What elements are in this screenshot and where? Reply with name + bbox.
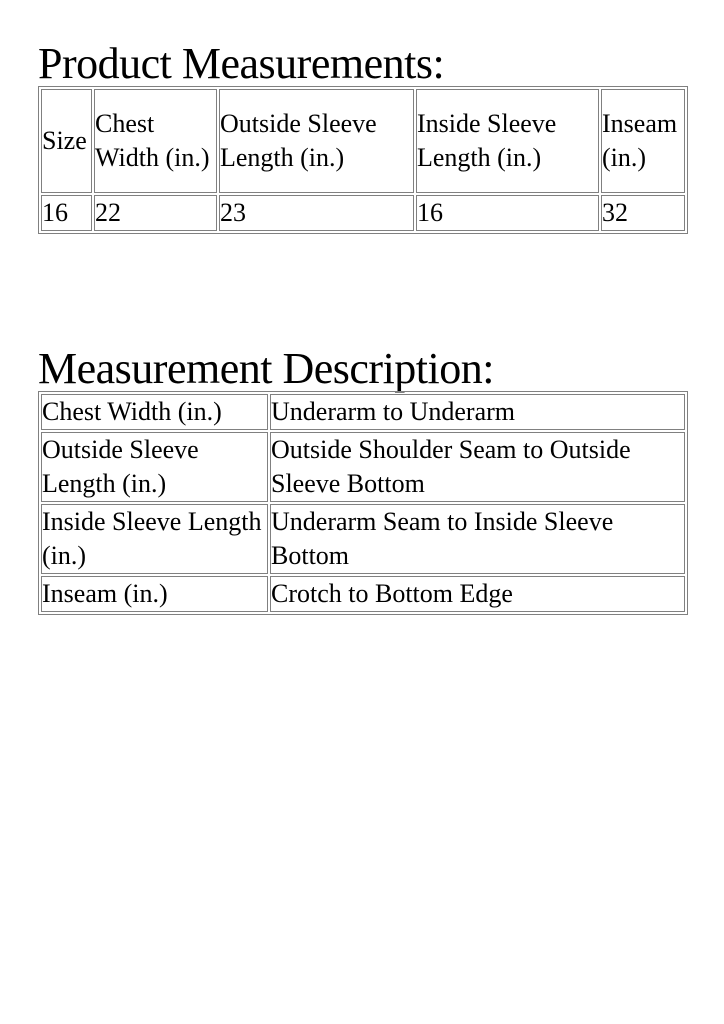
cell-inseam: 32 bbox=[601, 195, 685, 231]
description-term: Inside Sleeve Length (in.) bbox=[41, 504, 268, 574]
table-row bbox=[41, 432, 685, 502]
cell-outside-sleeve: 23 bbox=[219, 195, 414, 231]
description-definition: Outside Shoulder Seam to Outside Sleeve Bottom bbox=[270, 432, 685, 502]
description-definition: Crotch to Bottom Edge bbox=[270, 576, 685, 612]
table-row bbox=[41, 195, 685, 231]
table-row bbox=[41, 504, 685, 574]
description-table bbox=[38, 391, 688, 615]
header-cell-outside-sleeve: Outside Sleeve Length (in.) bbox=[219, 89, 414, 193]
table-row bbox=[41, 394, 685, 430]
description-term: Outside Sleeve Length (in.) bbox=[41, 432, 268, 502]
measurements-heading: Product Measurements: bbox=[38, 39, 445, 88]
header-cell-chest-width: Chest Width (in.) bbox=[94, 89, 217, 193]
description-term: Inseam (in.) bbox=[41, 576, 268, 612]
table-row bbox=[41, 576, 685, 612]
measurements-table bbox=[38, 86, 688, 234]
cell-size: 16 bbox=[41, 195, 92, 231]
description-definition: Underarm Seam to Inside Sleeve Bottom bbox=[270, 504, 685, 574]
description-definition: Underarm to Underarm bbox=[270, 394, 685, 430]
measurements-header-row bbox=[41, 89, 685, 193]
description-heading: Measurement Description: bbox=[38, 344, 494, 393]
description-term: Chest Width (in.) bbox=[41, 394, 268, 430]
header-cell-size: Size bbox=[41, 89, 92, 193]
cell-inside-sleeve: 16 bbox=[416, 195, 599, 231]
cell-chest-width: 22 bbox=[94, 195, 217, 231]
header-cell-inside-sleeve: Inside Sleeve Length (in.) bbox=[416, 89, 599, 193]
header-cell-inseam: Inseam (in.) bbox=[601, 89, 685, 193]
